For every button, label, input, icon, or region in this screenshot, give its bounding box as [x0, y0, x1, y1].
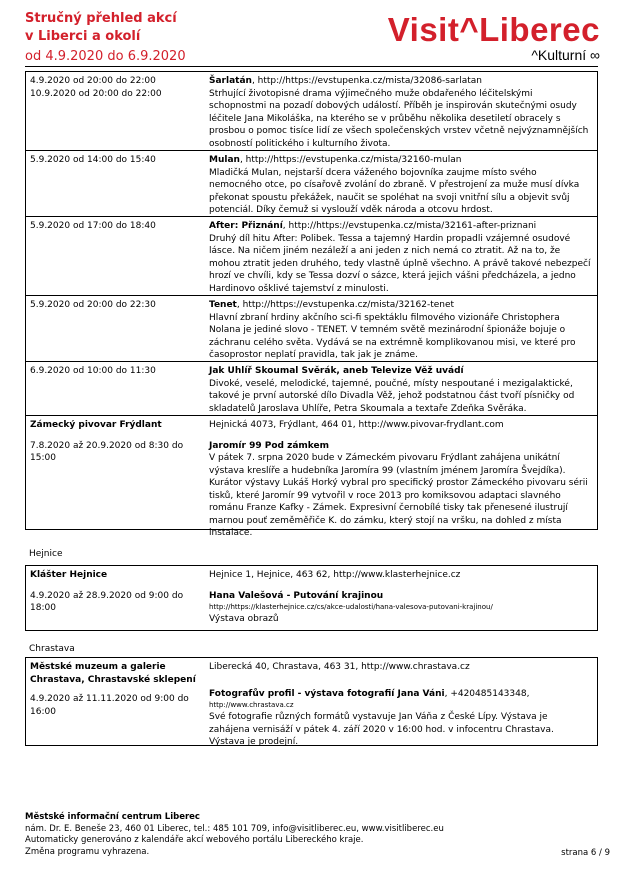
- venue-name: Zámecký pivovar Frýdlant: [30, 420, 162, 430]
- title-line-2: v Liberci a okolí: [25, 29, 141, 44]
- event-title: After: Přiznání: [209, 221, 283, 231]
- footer-address: nám. Dr. E. Beneše 23, 460 01 Liberec, tel.: 485 101 709, info@visitliberec.eu, www.visitliberec.eu: [25, 823, 444, 834]
- footer-note: Změna programu vyhrazena.: [25, 846, 150, 857]
- venue-row: [26, 658, 597, 745]
- venue-name: Klášter Hejnice: [30, 570, 108, 580]
- page-header: [25, 10, 600, 68]
- event-link[interactable]: http://https://evstupenka.cz/mista/32086-sarlatan: [257, 76, 482, 86]
- event-details: [209, 658, 597, 753]
- event-link[interactable]: http://www.chrastava.cz: [209, 701, 294, 709]
- footer-note: Automaticky generováno z kalendáře akcí webového portálu Libereckého kraje.: [25, 835, 364, 845]
- event-row: [26, 72, 597, 150]
- event-description: Výstava obrazů: [209, 614, 279, 624]
- logo-subtitle: ^Kulturní ∞: [531, 47, 600, 63]
- event-phone: , +420485143348,: [444, 688, 530, 699]
- event-description: Divoké, veselé, melodické, tajemné, poučné, místy nespoutané i mezigalaktické, takové je první autorské dílo Divadla Věž, jehož podstatnou část tvoří písničky od skladatelů Jaroslava Uhlíře, Petra Skoumala a textaře Zdeňka Svěráka.: [209, 378, 575, 414]
- title-line-1: Stručný přehled akcí: [25, 11, 177, 26]
- event-dates: 5.9.2020 od 17:00 do 18:40: [30, 221, 156, 231]
- event-description: Druhý díl hitu After: Polibek. Tessa a tajemný Hardin propadli vzájemné osudové lásce. Na ničem jiném nezáleží a ani jeden z nich nemá co ztratit. Až na to, že mohou ztratit jeden druhého, tedy vlastně úplně všechno. A právě takové nebezpečí hrozí ve chvíli, kdy se Tessa dozví o sázce, která jejich vášni předcházela, a jedno Hardinovo ošklivé tajemství z minulosti.: [209, 233, 591, 294]
- venue-address: Hejnická 4073, Frýdlant, 464 01, http://www.pivovar-frydlant.com: [209, 420, 504, 430]
- event-dates: 5.9.2020 od 20:00 do 22:30: [30, 300, 156, 310]
- event-dates: 7.8.2020 až 20.9.2020 od 8:30 do 15:00: [30, 440, 184, 463]
- venue-address: Hejnice 1, Hejnice, 463 62, http://www.klasterhejnice.cz: [209, 570, 461, 580]
- venue-name: Městské muzeum a galerie Chrastava, Chrastavské sklepení: [30, 662, 196, 685]
- logo-wordmark: Visit^Liberec: [387, 11, 600, 48]
- event-title: Tenet: [209, 300, 237, 310]
- event-details: Mulan, http://https://evstupenka.cz/mista/32160-mulan Mladičká Mulan, nejstarší dcera váženého bojovníka zaujme místo svého nemocného otce, po císařově zvolání do zbraně. V přestrojení za muže musí dívka překonat spoustu překážek, naučit se spoléhat na svoji vnitřní sílu a objevit svůj potenciál. Díky čemuž si vyslouží vděk národa a otcovu hrdost.: [209, 151, 597, 221]
- event-dates: 4.9.2020 od 20:00 do 22:00 10.9.2020 od 20:00 do 22:00: [30, 76, 162, 99]
- event-title: Fotografův profil - výstava fotografií Jana Váni: [209, 688, 445, 699]
- event-row: [26, 295, 597, 361]
- event-dates: 5.9.2020 od 14:00 do 15:40: [30, 155, 156, 165]
- event-dates: 6.9.2020 od 10:00 do 11:30: [30, 366, 156, 376]
- section-heading-chrastava: Chrastava: [29, 644, 75, 654]
- document-title: [25, 10, 177, 46]
- event-details: [209, 416, 597, 544]
- event-details: Tenet, http://https://evstupenka.cz/mista/32162-tenet Hlavní zbraní hrdiny akčního sci-fi spektáklu filmového vizionáře Christophera Nolana je jediné slovo - TENET. V temném světě mezinárodní špionáže bojuje o záchranu celého světa. Vydává se na extrémně komplikovanou misi, ve které pro časoprostor neplatí pravidla, tak jak je známe.: [209, 296, 597, 366]
- event-title: Šarlatán: [209, 76, 252, 86]
- event-row: [26, 150, 597, 216]
- event-row: [26, 361, 597, 415]
- event-details: [209, 566, 597, 630]
- event-dates: 4.9.2020 až 11.11.2020 od 9:00 do 16:00: [30, 694, 189, 717]
- event-description: Strhující životopisné drama výjimečného muže obdařeného léčitelskými schopnostmi na pozadí dobových událostí. Příběh je inspirován skutečnými osudy léčitele Jana Mikoláška, na kterého se v průběhu několika desetiletí obracely s prosbou o pomoc tisíce lidí ze všech společenských vrstev včetně nejvýznamnějších osobností politického i kulturního života.: [209, 88, 589, 149]
- event-title: Hana Valešová - Putování krajinou: [209, 590, 384, 601]
- event-title: Jak Uhlíř Skoumal Svěrák, aneb Televize Věž uvádí: [209, 366, 464, 376]
- event-link[interactable]: http://https://evstupenka.cz/mista/32162-tenet: [242, 300, 455, 310]
- chrastava-table: [25, 657, 598, 746]
- page-footer: [25, 812, 600, 858]
- date-range: od 4.9.2020 do 6.9.2020: [25, 49, 186, 64]
- footer-organization: Městské informační centrum Liberec: [25, 812, 200, 822]
- event-link[interactable]: http://https://klasterhejnice.cz/cs/akce-udalosti/hana-valesova-putovani-krajinou/: [209, 603, 493, 611]
- event-details: [209, 362, 597, 419]
- event-dates: 4.9.2020 až 28.9.2020 od 9:00 do 18:00: [30, 590, 184, 613]
- event-row: [26, 216, 597, 295]
- venue-address: Liberecká 40, Chrastava, 463 31, http://www.chrastava.cz: [209, 662, 470, 672]
- liberec-events-table: [25, 71, 598, 538]
- event-description: V pátek 7. srpna 2020 bude v Zámeckém pivovaru Frýdlant zahájena unikátní výstava kreslíře a hudebníka Jaromíra 99 (vlastním jménem Jaromíra Švejdíka). Kurátor výstavy Lukáš Horký vybral pro specifický prostor Zámeckého pivovaru sérii tisků, které Jaromír 99 vytvořil v roce 2013 pro komiksovou adaptaci slavného románu Franze Kafky - Zámek. Expresivní černobílé tisky tak přenesené ilustrují marnou pouť zeměměřiče K. do zámku, který stojí na vršku, na dohled z místa instalace.: [209, 453, 588, 538]
- event-description: Své fotografie různých formátů vystavuje Jan Váňa z České Lípy. Výstava je zahájena vernisáží v pátek 4. září 2020 v 16:00 hod. v infocentru Chrastava. Výstava je prodejní.: [209, 712, 554, 747]
- event-description: Mladičká Mulan, nejstarší dcera váženého bojovníka zaujme místo svého nemocného otce, po císařově zvolání do zbraně. V přestrojení za muže musí dívka překonat spoustu překážek, naučit se spoléhat na svoji vnitřní sílu a objevit svůj potenciál. Díky čemuž si vyslouží vděk národa a otcovu hrdost.: [209, 167, 580, 215]
- event-details: Šarlatán, http://https://evstupenka.cz/mista/32086-sarlatan Strhující životopisné drama výjimečného muže obdařeného léčitelskými schopnostmi na pozadí dobových událostí. Příběh je inspirován skutečnými osudy léčitele Jana Mikoláška, na kterého se v průběhu několika desetiletí obracely s prosbou o pomoc tisíce lidí ze všech společenských vrstev včetně nejvýznamnějších osobností politického i kulturního života.: [209, 72, 597, 154]
- section-heading-hejnice: Hejnice: [29, 549, 63, 559]
- event-link[interactable]: http://https://evstupenka.cz/mista/32161-after-priznani: [288, 221, 537, 231]
- venue-row: [26, 415, 597, 538]
- event-link[interactable]: http://https://evstupenka.cz/mista/32160-mulan: [245, 155, 462, 165]
- event-description: Hlavní zbraní hrdiny akčního sci-fi spektáklu filmového vizionáře Christophera Nolana je jediné slovo - TENET. V temném světě mezinárodní špionáže bojuje o záchranu celého světa. Vydává se na extrémně komplikovanou misi, ve které pro časoprostor neplatí pravidla, tak jak je známe.: [209, 312, 576, 360]
- venue-row: [26, 566, 597, 630]
- page-number: strana 6 / 9: [561, 848, 610, 858]
- hejnice-table: [25, 565, 598, 631]
- header-divider: [25, 66, 598, 67]
- visit-liberec-logo: [387, 11, 600, 63]
- event-title: Mulan: [209, 155, 240, 165]
- event-title: Jaromír 99 Pod zámkem: [209, 440, 330, 451]
- event-details: After: Přiznání, http://https://evstupenka.cz/mista/32161-after-priznani Druhý díl hitu After: Polibek. Tessa a tajemný Hardin propadli vzájemné osudové lásce. Na ničem jiném nezáleží a ani jeden z nich nemá co ztratit. Až na to, že mohou ztratit jeden druhého, tedy vlastně úplně všechno. A právě takové nebezpečí hrozí ve chvíli, kdy se Tessa dozví o sázce, která jejich vášni předcházela, a jedno Hardinovo ošklivé tajemství z minulosti.: [209, 221, 591, 294]
